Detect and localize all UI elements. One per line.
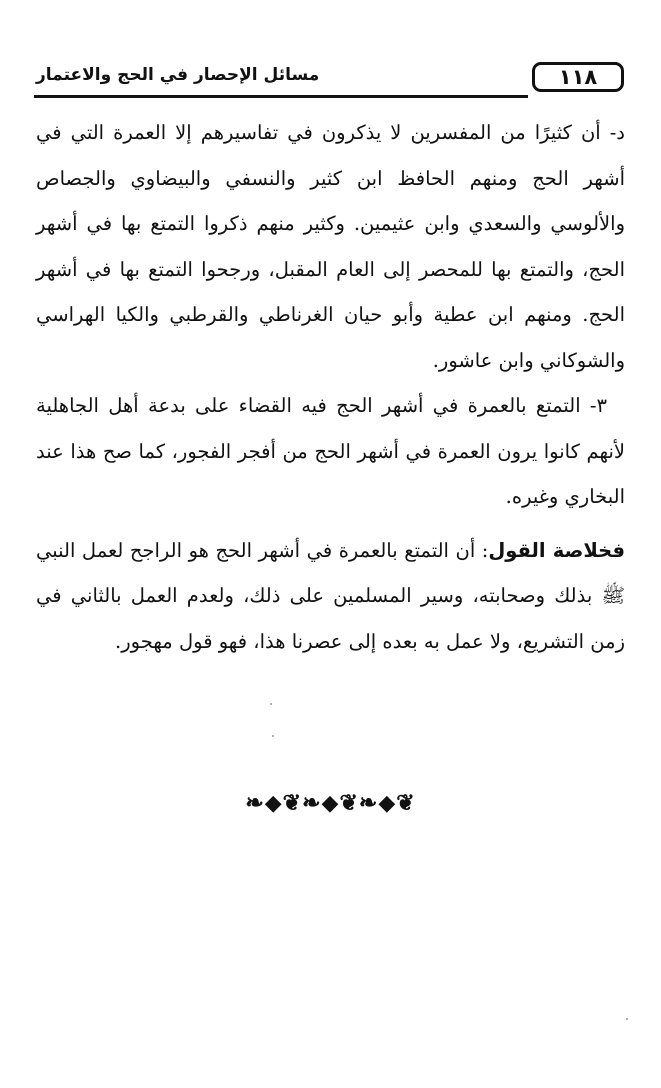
paragraph-conclusion — [36, 528, 625, 665]
paragraph-item-3: ٣- التمتع بالعمرة في أشهر الحج فيه القضاء على بدعة أهل الجاهلية لأنهم كانوا يرون العمرة في أشهر الحج من أفجر الفجور، كما صح هذا عند البخاري وغيره. — [36, 394, 625, 508]
scan-speck — [272, 735, 274, 737]
scan-speck — [626, 1018, 628, 1020]
header-rule — [34, 95, 528, 98]
running-title: مسائل الإحصار في الحج والاعتمار — [36, 65, 320, 85]
conclusion-text: : أن التمتع بالعمرة في أشهر الحج هو الراجح لعمل النبي ﷺ بذلك وصحابته، وسير المسلمين على ذلك، ولعدم العمل بالثاني في زمن التشريع، ولا عمل به بعده إلى عصرنا هذا، فهو قول مهجور. — [36, 538, 625, 653]
scan-speck — [270, 703, 272, 705]
page-header — [34, 60, 624, 100]
conclusion-label: فخلاصة القول — [488, 538, 625, 562]
paragraph-item-d: د- أن كثيرًا من المفسرين لا يذكرون في تفاسيرهم إلا العمرة التي في أشهر الحج ومنهم الحافظ ابن كثير والنسفي والبيضاوي والجصاص والألوسي والسعدي وابن عثيمين. وكثير منهم ذكروا التمتع بها في أشهر الحج، والتمتع بها للمحصر إلى العام المقبل، ورجحوا التمتع بها في أشهر الحج. ومنهم ابن عطية وأبو حيان الغرناطي والقرطبي والكيا الهراسي والشوكاني وابن عاشور. — [36, 121, 625, 372]
page-number: ١١٨ — [532, 62, 624, 92]
body-text — [36, 110, 625, 664]
section-end-ornament: ❧◆❦❧◆❦❧◆❦ — [245, 790, 416, 816]
